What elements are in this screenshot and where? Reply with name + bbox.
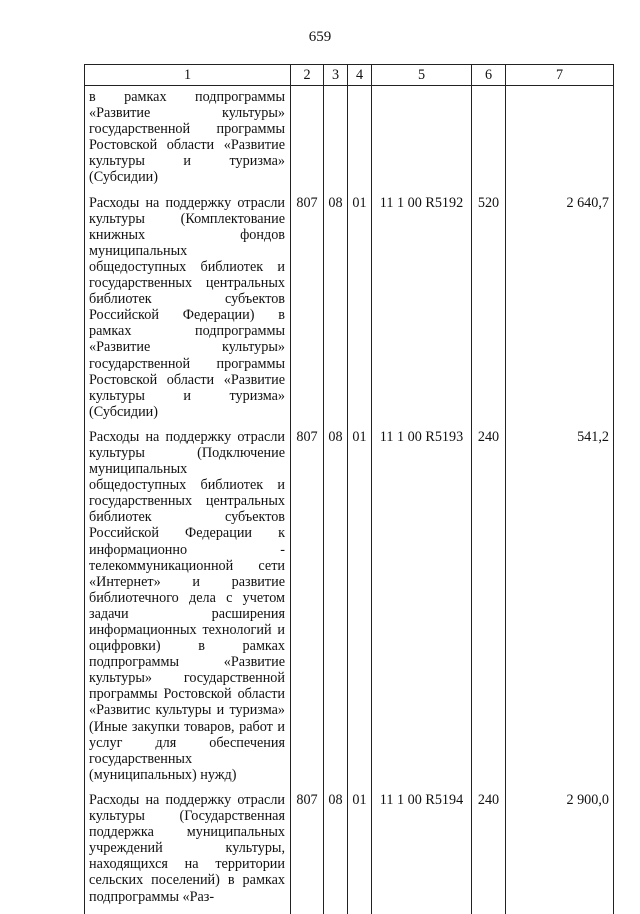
table-row bbox=[85, 86, 614, 195]
row-description: в рамках подпрограммы «Развитие культуры» государственной программы Ростовской области «Развитие культуры и туризма» (Субсидии) bbox=[85, 86, 291, 195]
row-ministry-code: 807 bbox=[291, 792, 324, 914]
row-target-article: 11 1 00 R5194 bbox=[372, 792, 472, 914]
row-ministry-code: 807 bbox=[291, 429, 324, 792]
row-target-article: 11 1 00 R5193 bbox=[372, 429, 472, 792]
table-header-row bbox=[85, 65, 614, 86]
row-target-article bbox=[372, 86, 472, 195]
row-section-code: 08 bbox=[324, 792, 348, 914]
row-ministry-code: 807 bbox=[291, 195, 324, 429]
row-expense-type bbox=[472, 86, 506, 195]
column-header-3: 3 bbox=[324, 65, 348, 86]
row-subsection-code: 01 bbox=[348, 195, 372, 429]
column-header-6: 6 bbox=[472, 65, 506, 86]
row-ministry-code bbox=[291, 86, 324, 195]
table-row bbox=[85, 195, 614, 429]
row-description: Расходы на поддержку отрасли культуры (Государственная поддержка муниципальных учреждений культуры, находящихся на территории сельских поселений) в рамках подпрограммы «Раз- bbox=[85, 792, 291, 914]
row-subsection-code: 01 bbox=[348, 792, 372, 914]
row-expense-type: 240 bbox=[472, 792, 506, 914]
row-description: Расходы на поддержку отрасли культуры (Комплектование книжных фондов муниципальных общедоступных библиотек и государственных центральных библиотек субъектов Российской Федерации) в рамках подпрограммы «Развитие культуры» государственной программы Ростовской области «Развитие культуры и туризма» (Субсидии) bbox=[85, 195, 291, 429]
row-amount: 541,2 bbox=[506, 429, 614, 792]
row-description: Расходы на поддержку отрасли культуры (Подключение муниципальных общедоступных библиотек и государственных центральных библиотек субъектов Российской Федерации к информационно - телекоммуникационной сети «Интернет» и развитие библиотечного дела с учетом задачи расширения информационных технологий и оцифровки) в рамках подпрограммы «Развитие культуры» государственной программы Ростовской области «Развитис культуры и туризма» (Иные закупки товаров, работ и услуг для обеспечения государственных (муниципальных) нужд) bbox=[85, 429, 291, 792]
row-section-code: 08 bbox=[324, 429, 348, 792]
column-header-2: 2 bbox=[291, 65, 324, 86]
row-section-code: 08 bbox=[324, 195, 348, 429]
column-header-1: 1 bbox=[85, 65, 291, 86]
row-subsection-code: 01 bbox=[348, 429, 372, 792]
page-number: 659 bbox=[308, 29, 332, 45]
table-row bbox=[85, 429, 614, 792]
row-subsection-code bbox=[348, 86, 372, 195]
row-amount: 2 900,0 bbox=[506, 792, 614, 914]
row-section-code bbox=[324, 86, 348, 195]
budget-table bbox=[84, 64, 614, 914]
column-header-7: 7 bbox=[506, 65, 614, 86]
row-target-article: 11 1 00 R5192 bbox=[372, 195, 472, 429]
row-expense-type: 520 bbox=[472, 195, 506, 429]
row-expense-type: 240 bbox=[472, 429, 506, 792]
column-header-5: 5 bbox=[372, 65, 472, 86]
column-header-4: 4 bbox=[348, 65, 372, 86]
row-amount: 2 640,7 bbox=[506, 195, 614, 429]
table-row bbox=[85, 792, 614, 914]
row-amount bbox=[506, 86, 614, 195]
